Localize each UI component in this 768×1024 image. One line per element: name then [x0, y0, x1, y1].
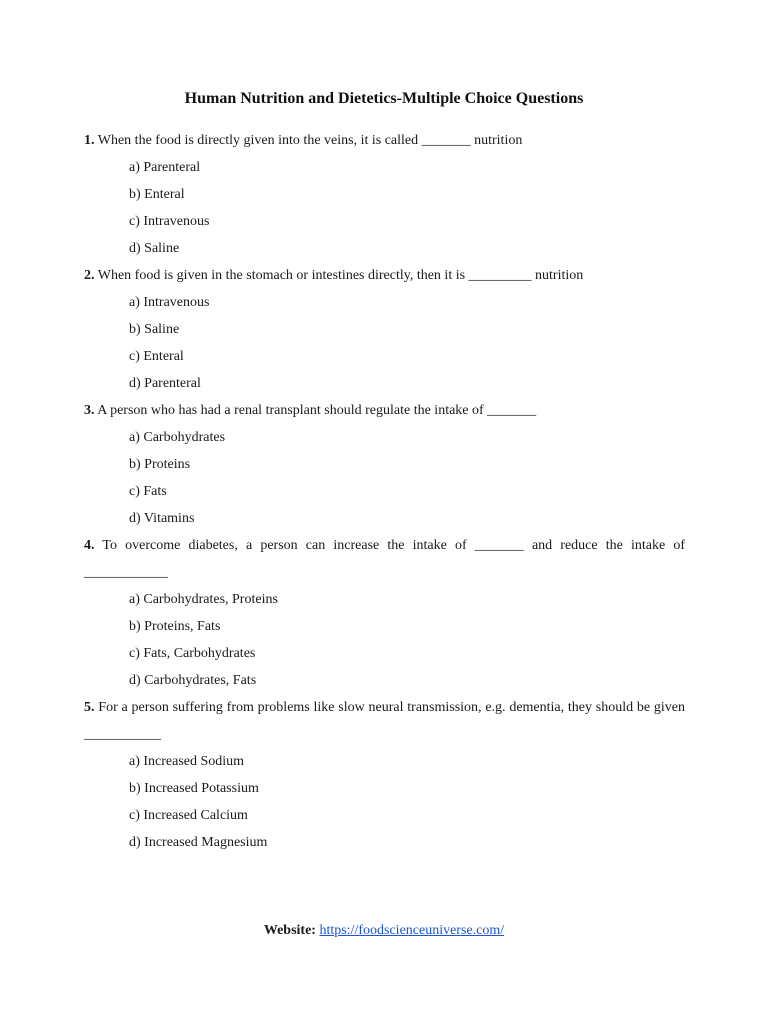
website-link[interactable]: https://foodscienceuniverse.com/	[319, 923, 505, 938]
option-1a: a) Parenteral	[129, 160, 201, 175]
option-3a: a) Carbohydrates	[129, 430, 226, 445]
question-text: When the food is directly given into the veins, it is called _______ nutrition	[97, 133, 523, 148]
option-4b: b) Proteins, Fats	[129, 619, 221, 634]
option-1d: d) Saline	[129, 241, 180, 256]
question-text: A person who has had a renal transplant should regulate the intake of _______	[97, 403, 537, 418]
question-4	[84, 532, 685, 586]
question-3	[84, 397, 685, 424]
option-3b: b) Proteins	[129, 457, 191, 472]
page-title: Human Nutrition and Dietetics-Multiple Choice Questions	[184, 90, 584, 107]
question-number: 4.	[84, 538, 95, 553]
question-2	[84, 262, 685, 289]
option-2a: a) Intravenous	[129, 295, 210, 310]
option-5c: c) Increased Calcium	[129, 808, 248, 823]
option-1b: b) Enteral	[129, 187, 185, 202]
question-number: 1.	[84, 133, 95, 148]
question-5	[84, 694, 685, 748]
question-number: 3.	[84, 403, 95, 418]
option-4d: d) Carbohydrates, Fats	[129, 673, 257, 688]
option-3c: c) Fats	[129, 484, 167, 499]
option-4a: a) Carbohydrates, Proteins	[129, 592, 278, 607]
question-number: 5.	[84, 700, 95, 715]
question-list	[84, 127, 685, 856]
option-2d: d) Parenteral	[129, 376, 201, 391]
option-2c: c) Enteral	[129, 349, 184, 364]
option-4c: c) Fats, Carbohydrates	[129, 646, 256, 661]
page-footer	[0, 920, 768, 942]
option-5b: b) Increased Potassium	[129, 781, 259, 796]
question-text: When food is given in the stomach or intestines directly, then it is _________ nutrition	[97, 268, 584, 283]
option-5a: a) Increased Sodium	[129, 754, 245, 769]
question-1	[84, 127, 685, 154]
website-label: Website:	[263, 923, 316, 938]
question-text: To overcome diabetes, a person can increase the intake of _______ and reduce the intake of ____________	[84, 538, 686, 580]
question-text: For a person suffering from problems like slow neural transmission, e.g. dementia, they should be given ___________	[84, 700, 685, 742]
option-5d: d) Increased Magnesium	[129, 835, 268, 850]
question-number: 2.	[84, 268, 95, 283]
option-3d: d) Vitamins	[129, 511, 195, 526]
option-1c: c) Intravenous	[129, 214, 210, 229]
option-2b: b) Saline	[129, 322, 180, 337]
